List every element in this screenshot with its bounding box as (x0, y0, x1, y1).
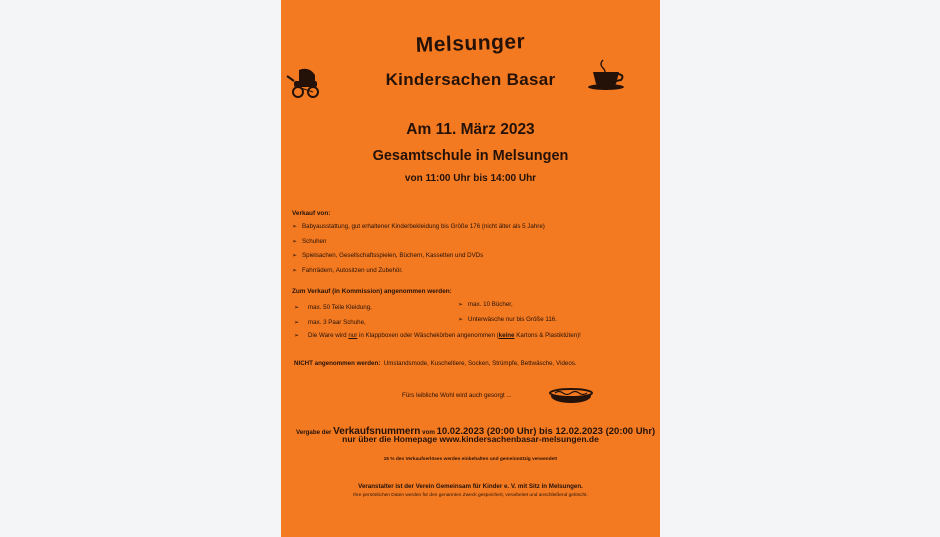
hotdog-icon (549, 383, 593, 405)
event-time: von 11:00 Uhr bis 14:00 Uhr (404, 173, 537, 184)
sale-heading: Verkauf von: (292, 210, 331, 217)
vergabe-line: Vergabe der Verkaufsnummern vom 10.02.2023 (20:00 Uhr) bis 12.02.2023 (20:00 Uhr) (296, 426, 656, 437)
sale-item: ➢ Spielsachen, Gesellschaftsspielen, Büchern, Kassetten und DVDs (292, 252, 484, 259)
commission-item: ➢ max. 10 Bücher, (458, 301, 513, 308)
ware-rule: ➢ Die Ware wird nur in Klappboxen oder Wäschekörben angenommen (keine Kartons & Plastiktüten)! (294, 332, 581, 339)
homepage-line: nur über die Homepage www.kindersachenbasar-melsungen.de (342, 434, 599, 444)
commission-heading: Zum Verkauf (in Kommission) angenommen werden: (292, 288, 452, 295)
flyer (281, 0, 660, 537)
percent-line: 15 % des Verkaufserlöses werden einbehalten und gemeinnützig verwendet! (383, 457, 558, 462)
privacy-line: Ihre persönlichen Daten werden für den genannten Zweck gespeichert, verarbeitet und anschließend gelöscht. (353, 493, 588, 498)
event-date: Am 11. März 2023 (406, 121, 535, 138)
sale-item: ➢ Babyausstattung, gut erhaltener Kinderbekleidung bis Größe 176 (nicht älter als 5 Jahre) (292, 223, 545, 230)
title-melsunger: Melsunger (415, 30, 526, 57)
not-accepted-line: NICHT angenommen werden: Umstandsmode, Kuscheltiere, Socken, Strümpfe, Bettwäsche, Videos. (294, 360, 577, 367)
food-note: Fürs leibliche Wohl wird auch gesorgt ... (402, 392, 512, 399)
commission-item: ➢ max. 3 Paar Schuhe, (294, 319, 366, 326)
title-kindersachen-basar: Kindersachen Basar (385, 70, 556, 89)
organizer-line: Veranstalter ist der Verein Gemeinsam für Kinder e. V. mit Sitz in Melsungen. (358, 483, 583, 490)
event-venue: Gesamtschule in Melsungen (372, 148, 569, 164)
commission-item: ➢ max. 50 Teile Kleidung, (294, 304, 372, 311)
sale-item: ➢ Schuhen (292, 238, 327, 245)
sale-item: ➢ Fahrrädern, Autositzen und Zubehör. (292, 267, 403, 274)
commission-item: ➢ Unterwäsche nur bis Größe 116. (458, 316, 557, 323)
